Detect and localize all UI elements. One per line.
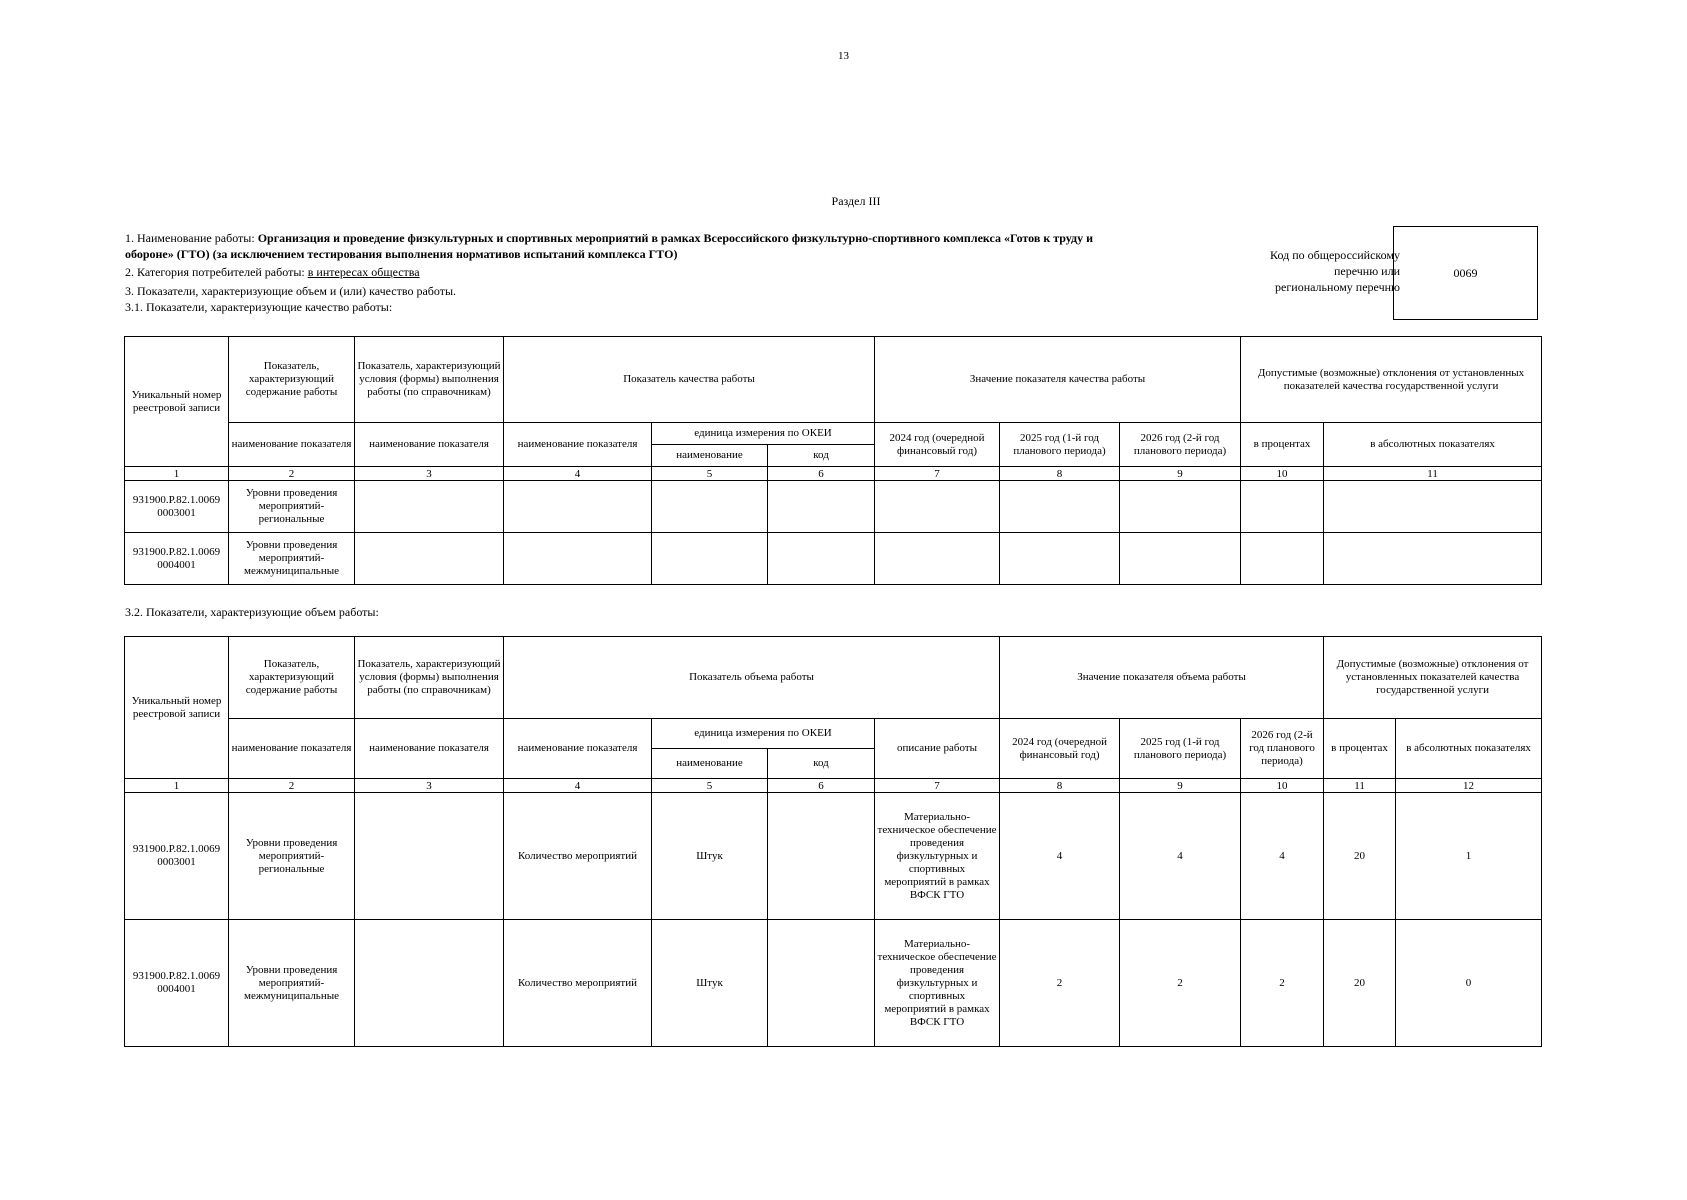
qt-row2-c9 xyxy=(1120,533,1241,585)
qt-row1-c10 xyxy=(1241,481,1324,533)
vt-num-5: 5 xyxy=(652,779,768,793)
qt-head-conditions: Показатель, характеризующий условия (формы) выполнения работы (по справочникам) xyxy=(355,337,504,423)
qt-row1-id: 931900.Р.82.1.0069 0003001 xyxy=(125,481,229,533)
vt-row2-id: 931900.Р.82.1.0069 0004001 xyxy=(125,920,229,1047)
vt-row2-2024: 2 xyxy=(1000,920,1120,1047)
vt-head-unit-code: код xyxy=(768,749,875,779)
qt-num-5: 5 xyxy=(652,467,768,481)
vt-num-1: 1 xyxy=(125,779,229,793)
vt-row2-unit: Штук xyxy=(652,920,768,1047)
work-name-label: 1. Наименование работы: xyxy=(125,231,258,245)
qt-head-indicator: Показатель качества работы xyxy=(504,337,875,423)
indicators-heading: 3. Показатели, характеризующие объем и (или) качество работы. xyxy=(125,284,457,298)
qt-row2-c4 xyxy=(504,533,652,585)
qt-row2-c6 xyxy=(768,533,875,585)
qt-row2-c11 xyxy=(1324,533,1542,585)
code-label xyxy=(1270,247,1400,295)
vt-head-2026: 2026 год (2-й год планового периода) xyxy=(1241,719,1324,779)
vt-head-unit: единица измерения по ОКЕИ xyxy=(652,719,875,749)
qt-head-deviation: Допустимые (возможные) отклонения от установленных показателей качества государственной услуги xyxy=(1241,337,1542,423)
vt-num-11: 11 xyxy=(1324,779,1396,793)
qt-row2-c7 xyxy=(875,533,1000,585)
vt-row1-indicator: Количество мероприятий xyxy=(504,793,652,920)
qt-row2-content: Уровни проведения мероприятий-межмуниципальные xyxy=(229,533,355,585)
vt-num-6: 6 xyxy=(768,779,875,793)
vt-head-name-4: наименование показателя xyxy=(504,719,652,779)
code-label-line-1: Код по общероссийскому xyxy=(1270,248,1400,262)
work-name-value-a: Организация и проведение физкультурных и спортивных мероприятий в рамках Всероссийского физкультурно-спортивного комплекса «Готов к труду и xyxy=(257,231,1094,245)
vt-num-7: 7 xyxy=(875,779,1000,793)
table-row xyxy=(125,793,1542,920)
qt-row1-c8 xyxy=(1000,481,1120,533)
qt-head-percent: в процентах xyxy=(1241,423,1324,467)
vt-head-name-3: наименование показателя xyxy=(355,719,504,779)
qt-row1-c11 xyxy=(1324,481,1542,533)
vt-num-3: 3 xyxy=(355,779,504,793)
vt-head-description: описание работы xyxy=(875,719,1000,779)
vt-number-row xyxy=(125,779,1542,793)
qt-head-2025: 2025 год (1-й год планового периода) xyxy=(1000,423,1120,467)
qt-row2-c10 xyxy=(1241,533,1324,585)
vt-head-content: Показатель, характеризующий содержание работы xyxy=(229,637,355,719)
qt-head-content: Показатель, характеризующий содержание работы xyxy=(229,337,355,423)
table-row xyxy=(125,481,1542,533)
vt-row2-description: Материально-техническое обеспечение проведения физкультурных и спортивных мероприятий в рамках ВФСК ГТО xyxy=(875,920,1000,1047)
vt-head-name-2: наименование показателя xyxy=(229,719,355,779)
volume-table xyxy=(124,636,1542,1047)
qt-head-value: Значение показателя качества работы xyxy=(875,337,1241,423)
vt-head-absolute: в абсолютных показателях xyxy=(1396,719,1542,779)
vt-head-2025: 2025 год (1-й год планового периода) xyxy=(1120,719,1241,779)
code-box: 0069 xyxy=(1393,226,1538,320)
page-number: 13 xyxy=(838,50,849,62)
qt-number-row xyxy=(125,467,1542,481)
vt-row1-2025: 4 xyxy=(1120,793,1241,920)
qt-num-2: 2 xyxy=(229,467,355,481)
vt-head-percent: в процентах xyxy=(1324,719,1396,779)
vt-row1-description: Материально-техническое обеспечение проведения физкультурных и спортивных мероприятий в рамках ВФСК ГТО xyxy=(875,793,1000,920)
qt-num-1: 1 xyxy=(125,467,229,481)
vt-num-8: 8 xyxy=(1000,779,1120,793)
quality-table xyxy=(124,336,1542,585)
quality-heading: 3.1. Показатели, характеризующие качество работы: xyxy=(125,300,393,314)
vt-num-12: 12 xyxy=(1396,779,1542,793)
vt-num-4: 4 xyxy=(504,779,652,793)
vt-row1-id: 931900.Р.82.1.0069 0003001 xyxy=(125,793,229,920)
qt-row1-content: Уровни проведения мероприятий-региональные xyxy=(229,481,355,533)
vt-head-value: Значение показателя объема работы xyxy=(1000,637,1324,719)
vt-row2-code xyxy=(768,920,875,1047)
vt-row1-content: Уровни проведения мероприятий-региональные xyxy=(229,793,355,920)
code-label-line-3: региональному перечню xyxy=(1275,280,1400,294)
qt-head-2024: 2024 год (очередной финансовый год) xyxy=(875,423,1000,467)
vt-row1-2024: 4 xyxy=(1000,793,1120,920)
qt-num-3: 3 xyxy=(355,467,504,481)
vt-row2-2026: 2 xyxy=(1241,920,1324,1047)
vt-row1-percent: 20 xyxy=(1324,793,1396,920)
code-label-line-2: перечню или xyxy=(1333,264,1400,278)
qt-num-10: 10 xyxy=(1241,467,1324,481)
qt-num-4: 4 xyxy=(504,467,652,481)
qt-num-7: 7 xyxy=(875,467,1000,481)
table-row xyxy=(125,920,1542,1047)
qt-row1-c7 xyxy=(875,481,1000,533)
vt-row1-code xyxy=(768,793,875,920)
vt-head-unit-name: наименование xyxy=(652,749,768,779)
vt-head-indicator: Показатель объема работы xyxy=(504,637,1000,719)
vt-row1-2026: 4 xyxy=(1241,793,1324,920)
qt-row2-c3 xyxy=(355,533,504,585)
vt-head-deviation: Допустимые (возможные) отклонения от установленных показателей качества государственной услуги xyxy=(1324,637,1542,719)
qt-head-unit: единица измерения по ОКЕИ xyxy=(652,423,875,445)
qt-head-name-3: наименование показателя xyxy=(355,423,504,467)
vt-row2-2025: 2 xyxy=(1120,920,1241,1047)
qt-head-unit-code: код xyxy=(768,445,875,467)
vt-row1-absolute: 1 xyxy=(1396,793,1542,920)
qt-num-11: 11 xyxy=(1324,467,1542,481)
qt-head-2026: 2026 год (2-й год планового периода) xyxy=(1120,423,1241,467)
section-title: Раздел III xyxy=(831,194,881,208)
consumer-category-label: 2. Категория потребителей работы: xyxy=(125,265,308,279)
qt-head-unique: Уникальный номер реестровой записи xyxy=(125,337,229,467)
qt-head-name-2: наименование показателя xyxy=(229,423,355,467)
vt-row1-unit: Штук xyxy=(652,793,768,920)
consumer-category xyxy=(125,264,420,280)
vt-row1-c3 xyxy=(355,793,504,920)
qt-row1-c4 xyxy=(504,481,652,533)
volume-heading: 3.2. Показатели, характеризующие объем работы: xyxy=(125,605,379,619)
qt-num-9: 9 xyxy=(1120,467,1241,481)
qt-row2-id: 931900.Р.82.1.0069 0004001 xyxy=(125,533,229,585)
qt-row1-c5 xyxy=(652,481,768,533)
vt-row2-content: Уровни проведения мероприятий-межмуниципальные xyxy=(229,920,355,1047)
table-row xyxy=(125,533,1542,585)
vt-row2-absolute: 0 xyxy=(1396,920,1542,1047)
work-name-line-1 xyxy=(125,230,1093,246)
qt-row2-c5 xyxy=(652,533,768,585)
qt-num-8: 8 xyxy=(1000,467,1120,481)
consumer-category-value: в интересах общества xyxy=(307,265,420,279)
qt-num-6: 6 xyxy=(768,467,875,481)
vt-num-9: 9 xyxy=(1120,779,1241,793)
qt-head-absolute: в абсолютных показателях xyxy=(1324,423,1542,467)
qt-row1-c9 xyxy=(1120,481,1241,533)
vt-row2-percent: 20 xyxy=(1324,920,1396,1047)
vt-head-2024: 2024 год (очередной финансовый год) xyxy=(1000,719,1120,779)
work-name-value-b: обороне» (ГТО) (за исключением тестирования выполнения нормативов испытаний комплекса ГТО) xyxy=(125,247,678,261)
vt-head-unique: Уникальный номер реестровой записи xyxy=(125,637,229,779)
vt-num-2: 2 xyxy=(229,779,355,793)
vt-row2-c3 xyxy=(355,920,504,1047)
qt-row1-c6 xyxy=(768,481,875,533)
qt-row1-c3 xyxy=(355,481,504,533)
qt-row2-c8 xyxy=(1000,533,1120,585)
qt-head-name-4: наименование показателя xyxy=(504,423,652,467)
vt-num-10: 10 xyxy=(1241,779,1324,793)
vt-row2-indicator: Количество мероприятий xyxy=(504,920,652,1047)
qt-head-unit-name: наименование xyxy=(652,445,768,467)
vt-head-conditions: Показатель, характеризующий условия (формы) выполнения работы (по справочникам) xyxy=(355,637,504,719)
work-name-line-2 xyxy=(125,246,677,262)
